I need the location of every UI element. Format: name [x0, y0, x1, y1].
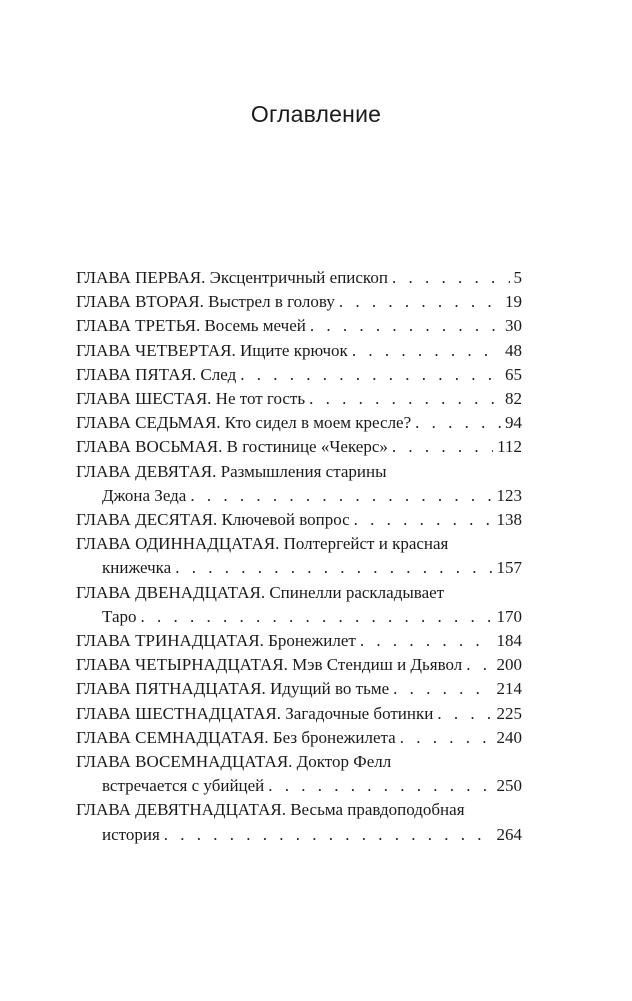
toc-entry[interactable] — [76, 653, 522, 677]
toc-entry-title-continued: история — [102, 824, 160, 844]
toc-entry-title: ГЛАВА ДЕВЯТНАДЦАТАЯ. Весьма правдоподобная — [76, 800, 465, 820]
toc-entry-title: ГЛАВА ДЕСЯТАЯ. Ключевой вопрос — [76, 510, 350, 530]
dot-leader — [437, 702, 492, 726]
toc-entry-page: 184 — [496, 631, 522, 651]
toc-entry[interactable] — [76, 629, 522, 653]
toc-entry-title: ГЛАВА ВТОРАЯ. Выстрел в голову — [76, 292, 335, 312]
dot-leader — [310, 314, 501, 338]
toc-entry[interactable] — [76, 460, 522, 508]
toc-entry-title: ГЛАВА ДЕВЯТАЯ. Размышления старины — [76, 461, 387, 481]
toc-entry-page: 82 — [505, 389, 522, 409]
dot-leader — [190, 484, 492, 508]
toc-entry-title: ГЛАВА ВОСЬМАЯ. В гостинице «Чекерс» — [76, 437, 388, 457]
toc-entry-title: ГЛАВА СЕДЬМАЯ. Кто сидел в моем кресле? — [76, 413, 412, 433]
toc-entry-title: ГЛАВА ОДИННАДЦАТАЯ. Полтергейст и красная — [76, 534, 449, 554]
toc-entry-title: ГЛАВА ЧЕТЫРНАДЦАТАЯ. Мэв Стендиш и Дьявол — [76, 655, 463, 675]
toc-entry-title: ГЛАВА ТРЕТЬЯ. Восемь мечей — [76, 316, 306, 336]
toc-entry[interactable] — [76, 411, 522, 435]
toc-entry-title-continued: Джона Зеда — [102, 485, 187, 505]
dot-leader — [240, 363, 501, 387]
toc-entry-title: ГЛАВА ЧЕТВЕРТАЯ. Ищите крючок — [76, 340, 348, 360]
toc-entry-page: 225 — [496, 703, 522, 723]
dot-leader — [175, 556, 492, 580]
dot-leader — [354, 508, 493, 532]
toc-entry-title-continued: встречается с убийцей — [102, 776, 265, 796]
table-of-contents — [76, 266, 522, 847]
toc-entry-title-continued: книжечка — [102, 558, 172, 578]
toc-entry-title: ГЛАВА ПЯТНАДЦАТАЯ. Идущий во тьме — [76, 679, 390, 699]
toc-entry[interactable] — [76, 677, 522, 701]
toc-entry[interactable] — [76, 266, 522, 290]
toc-entry-page: 94 — [505, 413, 522, 433]
toc-entry-page: 112 — [497, 437, 522, 457]
toc-entry-title-continued: Таро — [102, 606, 137, 626]
toc-entry-page: 65 — [505, 364, 522, 384]
toc-entry[interactable] — [76, 508, 522, 532]
toc-entry[interactable] — [76, 581, 522, 629]
toc-entry[interactable] — [76, 702, 522, 726]
toc-entry[interactable] — [76, 750, 522, 798]
toc-entry-page: 19 — [505, 292, 522, 312]
toc-entry-page: 157 — [496, 558, 522, 578]
toc-entry-page: 5 — [513, 268, 522, 287]
dot-leader — [393, 677, 492, 701]
toc-entry-title: ГЛАВА ВОСЕМНАДЦАТАЯ. Доктор Фелл — [76, 752, 392, 772]
toc-entry-page: 48 — [505, 340, 522, 360]
dot-leader — [400, 726, 493, 750]
toc-entry-page: 30 — [505, 316, 522, 336]
toc-entry-page: 250 — [496, 776, 522, 796]
toc-entry-title: ГЛАВА ШЕСТАЯ. Не тот гость — [76, 389, 306, 409]
toc-entry[interactable] — [76, 798, 522, 846]
dot-leader — [392, 266, 510, 290]
dot-leader — [309, 387, 501, 411]
dot-leader — [466, 653, 492, 677]
toc-entry[interactable] — [76, 435, 522, 459]
toc-entry-page: 214 — [496, 679, 522, 699]
toc-entry-page: 264 — [496, 824, 522, 844]
toc-entry[interactable] — [76, 339, 522, 363]
toc-entry-title: ГЛАВА ДВЕНАДЦАТАЯ. Спинелли раскладывает — [76, 582, 445, 602]
toc-entry[interactable] — [76, 387, 522, 411]
dot-leader — [268, 774, 492, 798]
toc-entry[interactable] — [76, 726, 522, 750]
dot-leader — [141, 605, 493, 629]
dot-leader — [352, 339, 501, 363]
toc-entry[interactable] — [76, 532, 522, 580]
toc-entry-page: 123 — [496, 485, 522, 505]
dot-leader — [415, 411, 501, 435]
toc-entry-title: ГЛАВА ШЕСТНАДЦАТАЯ. Загадочные ботинки — [76, 703, 434, 723]
toc-entry[interactable] — [76, 290, 522, 314]
toc-entry-page: 138 — [496, 510, 522, 530]
page-title: Оглавление — [250, 101, 382, 128]
toc-entry-page: 170 — [496, 606, 522, 626]
dot-leader — [360, 629, 493, 653]
toc-entry[interactable] — [76, 314, 522, 338]
dot-leader — [392, 435, 493, 459]
toc-entry-page: 240 — [496, 727, 522, 747]
toc-entry-title: ГЛАВА ТРИНАДЦАТАЯ. Бронежилет — [76, 631, 356, 651]
dot-leader — [339, 290, 501, 314]
toc-entry-title: ГЛАВА ПЯТАЯ. След — [76, 364, 237, 384]
toc-entry[interactable] — [76, 363, 522, 387]
toc-entry-title: ГЛАВА СЕМНАДЦАТАЯ. Без бронежилета — [76, 727, 396, 747]
toc-entry-title: ГЛАВА ПЕРВАЯ. Эксцентричный епископ — [76, 268, 388, 287]
toc-entry-page: 200 — [496, 655, 522, 675]
dot-leader — [164, 823, 493, 847]
